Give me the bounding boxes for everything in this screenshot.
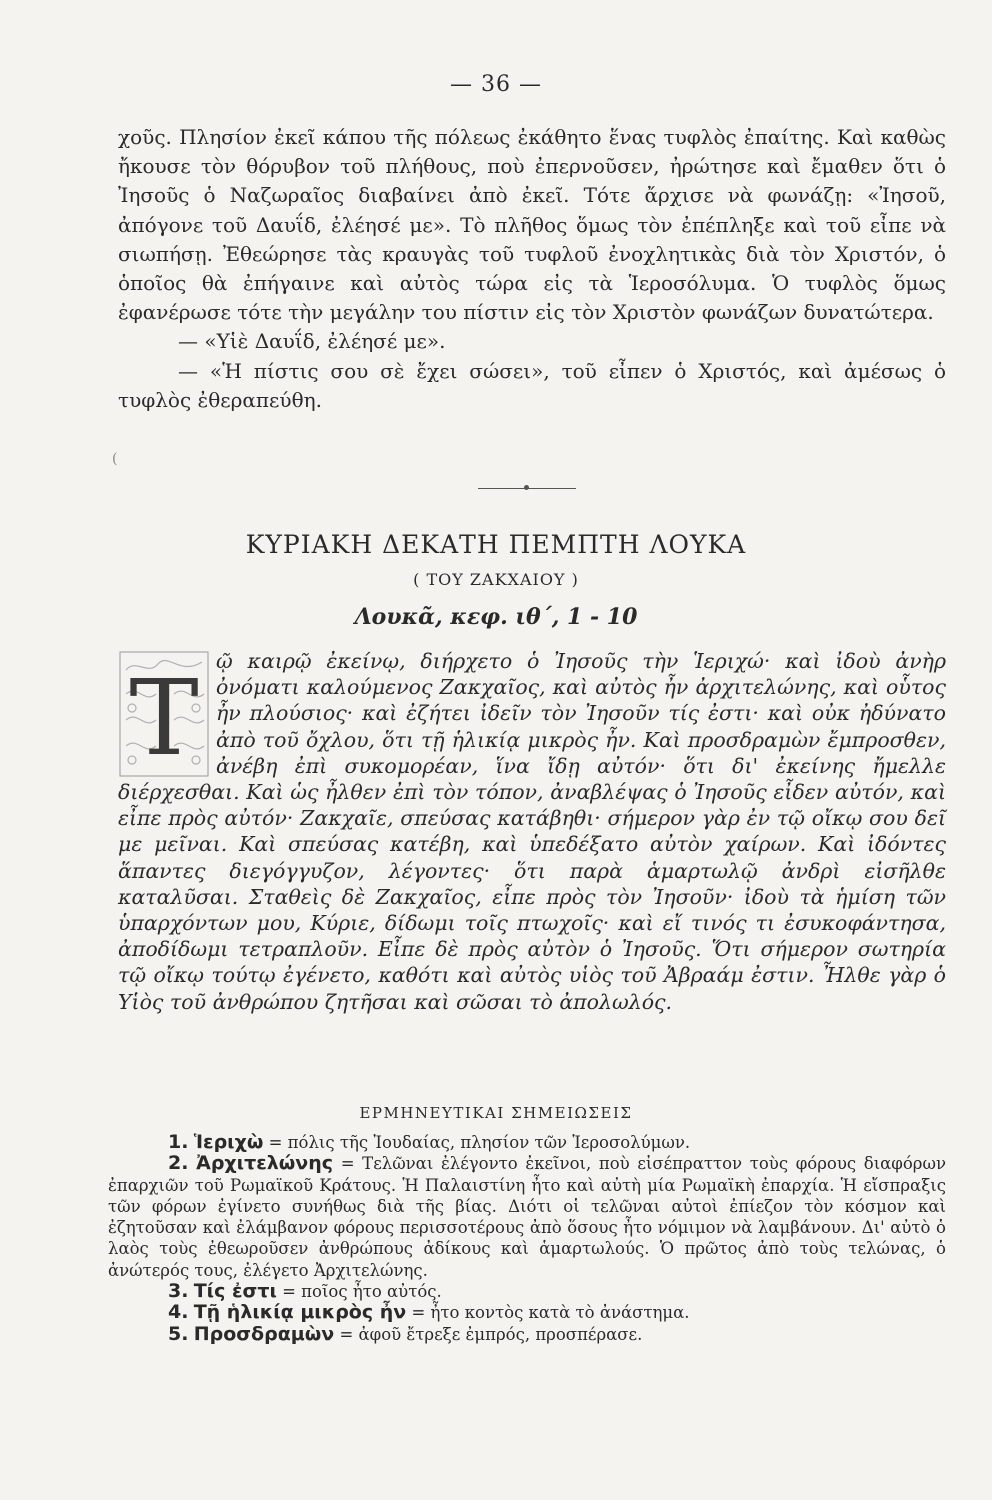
gospel-text — [118, 648, 946, 1015]
scripture-reference: Λουκᾶ, κεφ. ιθ΄, 1 - 10 — [354, 604, 638, 630]
note-text: = ποῖος ἦτο αὐτός. — [276, 1282, 442, 1302]
note-term: Τῇ ἡλικίᾳ μικρὸς ἦν — [193, 1301, 407, 1324]
narrative-paragraph: χοῦς. Πλησίον ἐκεῖ κάπου τῆς πόλεως ἐκάθητο ἕνας τυφλὸς ἐπαίτης. Καὶ καθὼς ἤκουσε τὸν θόρυβον τοῦ πλήθους, ποὺ ἐπερνοῦσεν, ἠρώτησε καὶ ἔμαθεν ὅτι ὁ Ἰησοῦς ὁ Ναζωραῖος διαβαίνει ἀπὸ ἐκεῖ. Τότε ἄρχισε νὰ φωνάζῃ: «Ἰησοῦ, ἀπόγονε τοῦ Δαυΐδ, ἐλέησέ με». Τὸ πλῆθος ὅμως τὸν ἐπέπληξε καὶ τοῦ εἶπε νὰ σιωπήσῃ. Ἐθεώρησε τὰς κραυγὰς τοῦ τυφλοῦ ἐνοχλητικὰς διὰ τὸν Χριστόν, ὁ ὁποῖος θὰ ἐπήγαινε καὶ αὐτὸς τώρα εἰς τὰ Ἱεροσόλυμα. Ὁ τυφλὸς ὅμως ἐφανέρωσε τότε τὴν μεγάλην του πίστιν εἰς τὸν Χριστὸν φωνάζων δυνατώτερα. — [118, 125, 946, 325]
drop-cap-spacer — [118, 648, 216, 774]
note-number: 2. — [168, 1152, 189, 1175]
stray-mark: ( — [112, 451, 118, 467]
drop-cap-letter: Τ — [129, 657, 199, 778]
note-text: = Τελῶναι ἐλέγοντο ἐκεῖνοι, ποὺ εἰσέπραττον τοὺς φόρους διαφόρων ἐπαρχιῶν τοῦ Ρωμαϊκοῦ Κράτους. Ἡ Παλαιστίνη ἦτο καὶ αὐτὴ μία Ρωμαϊκὴ ἐπαρχία. Ἡ εἴσπραξις τῶν φόρων ἐγίνετο συνήθως διὰ τῆς βίας. Διότι οἱ τελῶναι αὐτοὶ ἐπίεζον τὸν κόσμον καὶ ἐζητοῦσαν καὶ ἐλάμβανον φόρους περισσοτέρους ἀπὸ ὅσους ἦτο νόμιμον νὰ λαμβάνουν. Δι' αὐτὸ ὁ λαὸς τοὺς ἐθεωροῦσεν ἀνθρώπους ἀδίκους καὶ ἁμαρτωλούς. Ὁ πρῶτος ἀπὸ τοὺς τελώνας, ὁ ἀνώτερός τους, ἐλέγετο Ἀρχιτελώνης. — [108, 1154, 946, 1280]
note-item — [108, 1302, 946, 1323]
note-number: 5. — [168, 1322, 189, 1345]
note-term: Προσδραμὼν — [193, 1322, 335, 1345]
opening-paragraph — [118, 123, 946, 415]
note-text: = πόλις τῆς Ἰουδαίας, πλησίον τῶν Ἱεροσολύμων. — [263, 1133, 691, 1152]
note-text: = ἀφοῦ ἔτρεξε ἐμπρός, προσπέρασε. — [334, 1324, 643, 1344]
dialogue-line: — «Ἡ πίστις σου σὲ ἔχει σώσει», τοῦ εἶπεν ὁ Χριστός, καὶ ἀμέσως ὁ τυφλὸς ἐθεραπεύθη. — [118, 358, 946, 412]
section-divider-dot — [524, 485, 529, 490]
section-heading: ΚΥΡΙΑΚΗ ΔΕΚΑΤΗ ΠΕΜΠΤΗ ΛΟΥΚΑ — [245, 530, 747, 559]
notes-list — [108, 1132, 946, 1345]
note-item — [108, 1132, 946, 1153]
notes-title: ΕΡΜΗΝΕΥΤΙΚΑΙ ΣΗΜΕΙΩΣΕΙΣ — [359, 1104, 633, 1122]
note-term: Ἀρχιτελώνης — [196, 1152, 334, 1175]
note-number: 4. — [168, 1301, 189, 1324]
note-number: 1. — [168, 1131, 189, 1153]
note-number: 3. — [168, 1280, 189, 1303]
gospel-body: ῷ καιρῷ ἐκείνῳ, διήρχετο ὁ Ἰησοῦς τὴν Ἱεριχώ· καὶ ἰδοὺ ἀνὴρ ὀνόματι καλούμενος Ζακχαῖος, καὶ αὐτὸς ἦν ἀρχιτελώνης, καὶ οὗτος ἦν πλούσιος· καὶ ἐζήτει ἰδεῖν τὸν Ἰησοῦν τίς ἐστι· καὶ οὐκ ἠδύνατο ἀπὸ τοῦ ὄχλου, ὅτι τῇ ἡλικίᾳ μικρὸς ἦν. Καὶ προσδραμὼν ἔμπροσθεν, ἀνέβη ἐπὶ συκομορέαν, ἵνα ἴδῃ αὐτόν· ὅτι δι' ἐκείνης ἤμελλε διέρχεσθαι. Καὶ ὡς ἦλθεν ἐπὶ τὸν τόπον, ἀναβλέψας ὁ Ἰησοῦς εἶδεν αὐτόν, καὶ εἶπε πρὸς αὐτόν· Ζακχαῖε, σπεύσας κατάβηθι· σήμερον γὰρ ἐν τῷ οἴκῳ σου δεῖ με μεῖναι. Καὶ σπεύσας κατέβη, καὶ ὑπεδέξατο αὐτὸν χαίρων. Καὶ ἰδόντες ἅπαντες διεγόγγυζον, λέγοντες· ὅτι παρὰ ἁμαρτωλῷ ἀνδρὶ εἰσῆλθε καταλῦσαι. Σταθεὶς δὲ Ζακχαῖος, εἶπε πρὸς τὸν Ἰησοῦν· ἰδοὺ τὰ ἡμίση τῶν ὑπαρχόντων μου, Κύριε, δίδωμι τοῖς πτωχοῖς· καὶ εἴ τινός τι ἐσυκοφάντησα, ἀποδίδωμι τετραπλοῦν. Εἶπε δὲ πρὸς αὐτὸν ὁ Ἰησοῦς. Ὅτι σήμερον σωτηρία τῷ οἴκῳ τούτῳ ἐγένετο, καθότι καὶ αὐτὸς υἱὸς τοῦ Ἀβραάμ ἐστιν. Ἦλθε γὰρ ὁ Υἱὸς τοῦ ἀνθρώπου ζητῆσαι καὶ σῶσαι τὸ ἀπολωλός. — [118, 649, 946, 1014]
note-item — [108, 1153, 946, 1281]
section-subheading: ( ΤΟΥ ΖΑΚΧΑΙΟΥ ) — [413, 570, 579, 589]
note-item — [108, 1324, 946, 1345]
note-term: Ἱεριχὼ — [193, 1131, 264, 1153]
page-number: — 36 — — [450, 72, 542, 97]
note-term: Τίς ἐστι — [193, 1280, 277, 1303]
note-item — [108, 1281, 946, 1302]
note-text: = ἦτο κοντὸς κατὰ τὸ ἀνάστημα. — [406, 1303, 690, 1323]
dialogue-line: — «Υἱὲ Δαυΐδ, ἐλέησέ με». — [178, 329, 446, 354]
